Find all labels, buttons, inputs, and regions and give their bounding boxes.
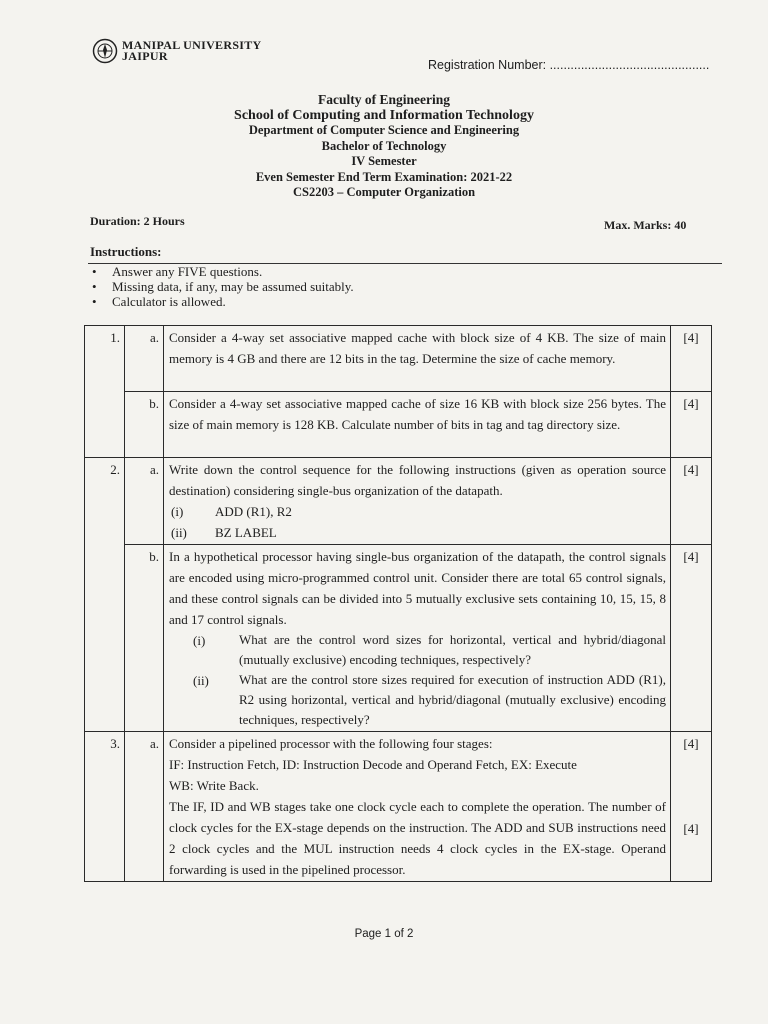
max-marks-label: Max. Marks: 40: [604, 218, 687, 232]
marks-cell: [671, 732, 712, 882]
table-row: [85, 326, 712, 392]
subquestion-label: a.: [125, 732, 164, 882]
questions-table: [84, 325, 712, 882]
duration-label: Duration: 2 Hours: [90, 214, 185, 228]
school-title: School of Computing and Information Technology: [234, 107, 534, 123]
option-item: (i) ADD (R1), R2: [171, 504, 292, 519]
university-logo: [92, 38, 262, 64]
subquestion-label: a.: [125, 458, 164, 545]
registration-number-field: Registration Number: ..............................................: [428, 58, 710, 72]
marks: [4]: [671, 545, 712, 732]
question-text: Consider a pipelined processor with the following four stages:: [169, 736, 493, 751]
degree-title: Bachelor of Technology: [321, 138, 447, 153]
marks: [4]: [683, 821, 699, 836]
question-text: Write down the control sequence for the following instructions (given as operation source destination) considering single-bus organization of the datapath.: [169, 462, 666, 498]
instruction-item: • Calculator is allowed.: [92, 294, 226, 309]
instructions-title: Instructions:: [90, 244, 162, 259]
subquestion-label: a.: [125, 326, 164, 392]
subquestion-label: b.: [125, 545, 164, 732]
university-name: [122, 40, 262, 62]
question-number: 1.: [85, 326, 125, 458]
page-number: Page 1 of 2: [354, 928, 414, 940]
table-row: [85, 458, 712, 545]
bullet-icon: •: [92, 264, 97, 279]
question-text: The IF, ID and WB stages take one clock cycle each to complete the operation. The number of clock cycles for the EX-stage depends on the instruction. The ADD and SUB instructions need 2 clock cycles and the MUL instruction needs 4 clock cycles in the EX-stage. Operand forwarding is used in the pipelined processor.: [169, 799, 666, 877]
question-text: IF: Instruction Fetch, ID: Instruction Decode and Operand Fetch, EX: Execute: [169, 757, 577, 772]
bullet-icon: •: [92, 294, 97, 309]
question-text: Consider a 4-way set associative mapped cache with block size of 4 KB. The size of main memory is 4 GB and there are 12 bits in the tag. Determine the size of cache memory.: [164, 326, 671, 392]
option-item: (ii) BZ LABEL: [171, 525, 277, 540]
marks: [4]: [671, 326, 712, 392]
question-cell: [164, 458, 671, 545]
bullet-icon: •: [92, 279, 97, 294]
course-title: CS2203 – Computer Organization: [292, 185, 476, 199]
faculty-title: Faculty of Engineering: [318, 92, 450, 107]
exam-title: Even Semester End Term Examination: 2021-22: [255, 169, 513, 184]
university-seal-icon: [92, 38, 118, 64]
university-name-line1: MANIPAL UNIVERSITY: [122, 38, 262, 52]
instructions-list: [92, 264, 354, 309]
question-text: Consider a 4-way set associative mapped cache of size 16 KB with block size 256 bytes. The size of main memory is 128 KB. Calculate number of bits in tag and tag directory size.: [164, 392, 671, 458]
table-row: [85, 545, 712, 732]
question-number: 2.: [85, 458, 125, 732]
question-cell: [164, 732, 671, 882]
instruction-item: • Missing data, if any, may be assumed suitably.: [92, 279, 354, 294]
instruction-item: • Answer any FIVE questions.: [92, 264, 263, 279]
subquestion-label: b.: [125, 392, 164, 458]
department-title: Department of Computer Science and Engineering: [248, 123, 520, 137]
question-text: In a hypothetical processor having single-bus organization of the datapath, the control signals are encoded using micro-programmed control unit. Consider there are total 65 control signals, and these control signals can be divided into 5 mutually exclusive sets containing 10, 15, 15, 8 and 17 control signals.: [169, 549, 666, 627]
question-cell: [164, 545, 671, 732]
table-row: [85, 732, 712, 882]
marks: [4]: [683, 736, 699, 751]
sub-part: (i) What are the control word sizes for horizontal, vertical and hybrid/diagonal (mutually exclusive) encoding techniques, respectively?: [193, 632, 666, 667]
university-name-line2: JAIPUR: [122, 49, 168, 63]
exam-heading: [0, 92, 768, 201]
marks: [4]: [671, 458, 712, 545]
table-row: [85, 392, 712, 458]
question-text: WB: Write Back.: [169, 778, 259, 793]
semester-title: IV Semester: [351, 154, 417, 168]
marks: [4]: [671, 392, 712, 458]
question-number: 3.: [85, 732, 125, 882]
sub-part: (ii) What are the control store sizes required for execution of instruction ADD (R1), R2 using horizontal, vertical and hybrid/diagonal (mutually exclusive) encoding techniques, respectively?: [193, 672, 666, 727]
